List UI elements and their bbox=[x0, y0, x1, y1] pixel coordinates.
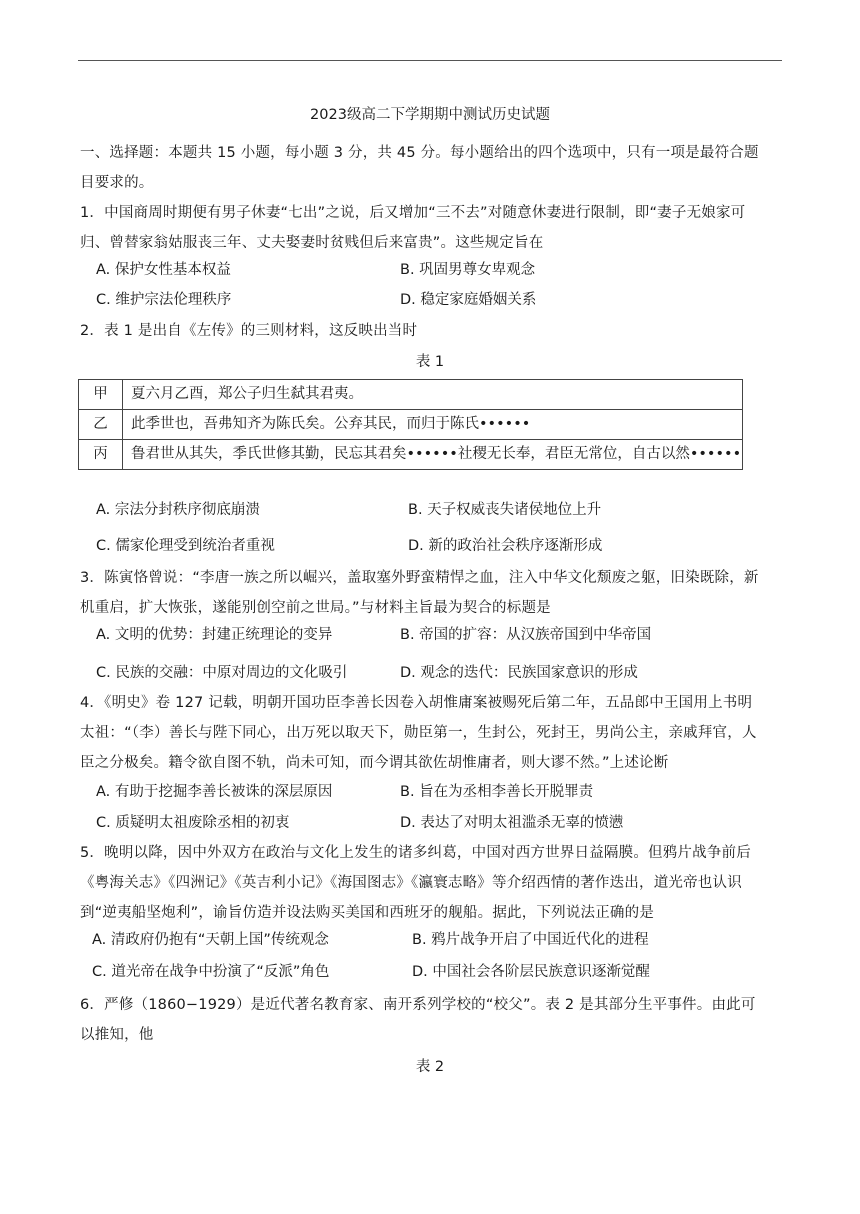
question-2-option-c[interactable]: C. 儒家伦理受到统治者重视 bbox=[96, 538, 275, 554]
question-4-option-c[interactable]: C. 质疑明太祖废除丞相的初衷 bbox=[96, 815, 290, 831]
table-row bbox=[79, 410, 743, 440]
table-row-label: 甲 bbox=[79, 380, 123, 410]
question-5-option-c[interactable]: C. 道光帝在战争中扮演了“反派”角色 bbox=[92, 964, 330, 980]
question-1-option-c[interactable]: C. 维护宗法伦理秩序 bbox=[96, 292, 232, 308]
question-2-stem: 2．表 1 是出自《左传》的三则材料，这反映出当时 bbox=[80, 323, 418, 339]
table-1-caption: 表 1 bbox=[415, 354, 445, 370]
question-5-stem: 5．晚明以降，因中外双方在政治与文化上发生的诸多纠葛，中国对西方世界日益隔膜。但鸦片战争前后《粤海关志》《四洲记》《英吉利小记》《海国图志》《瀛寰志略》等介绍西情的著作迭出，道光帝也认识到“逆夷船坚炮利”，谕旨仿造并设法购买美国和西班牙的舰船。据此，下列说法正确的是 bbox=[80, 845, 751, 921]
question-3-option-d[interactable]: D. 观念的迭代：民族国家意识的形成 bbox=[400, 665, 638, 681]
question-3-option-b[interactable]: B. 帝国的扩容：从汉族帝国到中华帝国 bbox=[400, 627, 652, 643]
question-4-stem: 4．《明史》卷 127 记载，明朝开国功臣李善长因卷入胡惟庸案被赐死后第二年，五品郎中王国用上书明太祖：“（李）善长与陛下同心，出万死以取天下，勋臣第一，生封公，死封王，男尚公主，亲戚拜官，人臣之分极矣。籍令欲自图不轨，尚未可知，而今谓其欲佐胡惟庸者，则大谬不然。”上述论断 bbox=[80, 695, 757, 771]
table-row-text: 此季世也，吾弗知齐为陈氏矣。公弃其民，而归于陈氏•••••• bbox=[123, 410, 743, 440]
question-3-option-a[interactable]: A. 文明的优势：封建正统理论的变异 bbox=[96, 627, 333, 643]
exam-title: 2023级高二下学期期中测试历史试题 bbox=[310, 107, 550, 123]
table-row bbox=[79, 380, 743, 410]
question-5-option-b[interactable]: B. 鸦片战争开启了中国近代化的进程 bbox=[412, 932, 649, 948]
table-row-text: 夏六月乙酉，郑公子归生弑其君夷。 bbox=[123, 380, 743, 410]
question-2-option-a[interactable]: A. 宗法分封秩序彻底崩溃 bbox=[96, 502, 260, 518]
header-rule bbox=[78, 60, 782, 61]
question-3-option-c[interactable]: C. 民族的交融：中原对周边的文化吸引 bbox=[96, 665, 348, 681]
question-6-stem: 6．严修（1860−1929）是近代著名教育家、南开系列学校的“校父”。表 2 是其部分生平事件。由此可以推知，他 bbox=[80, 997, 756, 1043]
table-row-label: 丙 bbox=[79, 440, 123, 470]
table-row-text: 鲁君世从其失，季氏世修其勤，民忘其君矣••••••社稷无长奉，君臣无常位，自古以然•••••• bbox=[123, 440, 743, 470]
table-2-caption: 表 2 bbox=[415, 1059, 445, 1075]
question-5-option-d[interactable]: D. 中国社会各阶层民族意识逐渐觉醒 bbox=[412, 964, 650, 980]
question-1-option-b[interactable]: B. 巩固男尊女卑观念 bbox=[400, 262, 536, 278]
table-1 bbox=[78, 379, 743, 470]
question-3-stem: 3．陈寅恪曾说：“李唐一族之所以崛兴，盖取塞外野蛮精悍之血，注入中华文化颓废之躯，旧染既除，新机重启，扩大恢张，遂能别创空前之世局。”与材料主旨最为契合的标题是 bbox=[80, 570, 759, 616]
question-4-option-d[interactable]: D. 表达了对明太祖滥杀无辜的愤懑 bbox=[400, 815, 624, 831]
table-row bbox=[79, 440, 743, 470]
question-2-option-b[interactable]: B. 天子权威丧失诸侯地位上升 bbox=[408, 502, 602, 518]
question-4-option-b[interactable]: B. 旨在为丞相李善长开脱罪责 bbox=[400, 784, 594, 800]
question-1-option-d[interactable]: D. 稳定家庭婚姻关系 bbox=[400, 292, 537, 308]
table-row-label: 乙 bbox=[79, 410, 123, 440]
question-1-option-a[interactable]: A. 保护女性基本权益 bbox=[96, 262, 231, 278]
question-4-option-a[interactable]: A. 有助于挖掘李善长被诛的深层原因 bbox=[96, 784, 333, 800]
question-5-option-a[interactable]: A. 清政府仍抱有“天朝上国”传统观念 bbox=[92, 932, 329, 948]
section-intro: 一、选择题：本题共 15 小题，每小题 3 分，共 45 分。每小题给出的四个选项中，只有一项是最符合题目要求的。 bbox=[80, 145, 759, 191]
question-2-option-d[interactable]: D. 新的政治社会秩序逐渐形成 bbox=[408, 538, 603, 554]
question-1-stem: 1．中国商周时期便有男子休妻“七出”之说，后又增加“三不去”对随意休妻进行限制，即“妻子无娘家可归、曾替家翁姑服丧三年、丈夫娶妻时贫贱但后来富贵”。这些规定旨在 bbox=[80, 205, 746, 251]
